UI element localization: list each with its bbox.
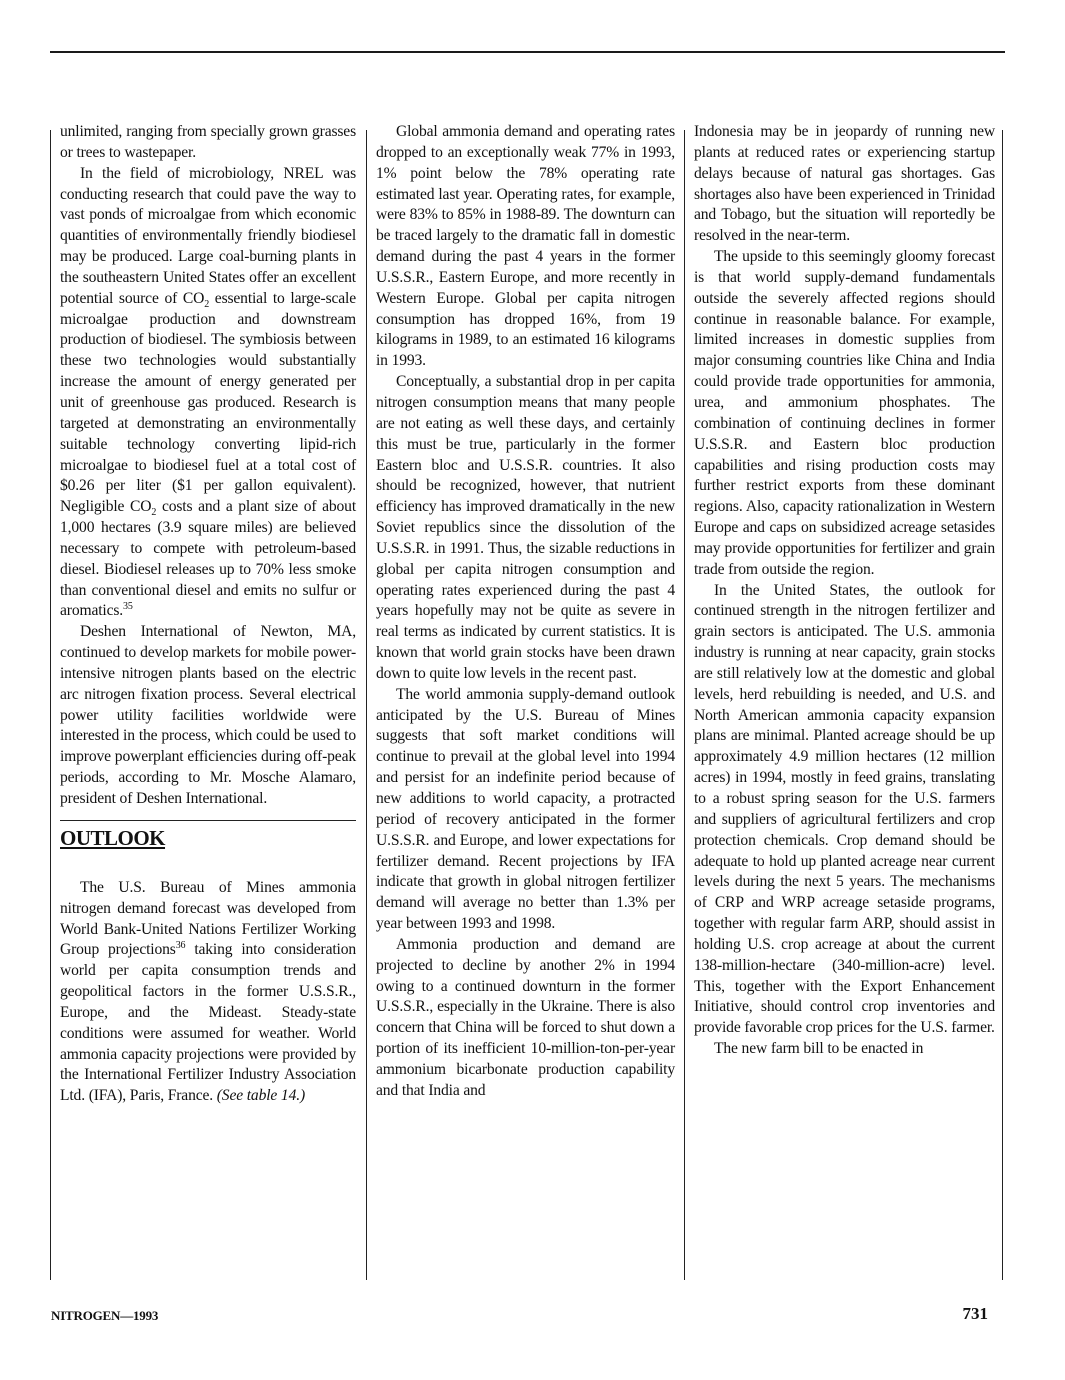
paragraph: Global ammonia demand and operating rates dropped to an exceptionally weak 77% in 1993, 1% point below the 78% operating rate estimated last year. Operating rates, for example, were 83% to 85% in 1988-89. The downturn can be traced largely to the dramatic fall in domestic demand during the past 4 years in the former U.S.S.R., Eastern Europe, and more recently in Western Europe. Global per capita nitrogen consumption has dropped 16%, from 19 kilograms in 1989, to an estimated 16 kilograms in 1993. <box>376 123 675 370</box>
paragraph: Conceptually, a substantial drop in per capita nitrogen consumption means that many people are not eating as well these days, and certainly this must be true, particularly in the former Eastern bloc and U.S.S.R. countries. It also should be recognized, however, that nutrient efficiency has improved dramatically in the new Soviet republics since the dissolution of the U.S.S.R. in 1991. Thus, the sizable reductions in global per capita nitrogen consumption and operating rates experienced during the past 4 years hopefully may not be quite as severe in real terms as indicated by current statistics. It is known that world grain stocks have been drawn down to quite low levels in the recent past. <box>376 373 675 682</box>
paragraph: The world ammonia supply-demand outlook anticipated by the U.S. Bureau of Mines suggests that soft market conditions will continue to prevail at the global level into 1994 and persist for an indefinite period because of new additions to world capacity, a protracted period of recovery anticipated in the former U.S.S.R. and Europe, and lower expectations for fertilizer demand. Recent projections by IFA indicate that growth in global nitrogen fertilizer demand will average no better than 1.3% per year between 1993 and 1998. <box>376 685 675 933</box>
column-divider-1 <box>366 130 367 1280</box>
paragraph: In the United States, the outlook for continued strength in the nitrogen fertilizer and grain sectors is anticipated. The U.S. ammonia industry is running at near capacity, grain stocks are still relatively low at the domestic and global levels, herd rebuilding is needed, and U.S. and North American ammonia capacity expansion plans are minimal. Planted acreage should be up approximately 4.9 million hectares (12 million acres) in 1994, mostly in feed grains, translating to a robust spring season for the U.S. farmers and suppliers of agricultural fertilizers and crop protection chemicals. Crop demand should be adequate to hold up planted acreage near current levels during the next 5 years. The mechanisms of CRP and WRP acreage setaside programs, together with regular farm ARP, should assist in holding U.S. crop acreage at about the current 138-million-hectare (340-million-acre) level. This, together with the Export Enhancement Initiative, should control crop inventories and provide favorable crop prices for the U.S. farmer. <box>694 581 995 1037</box>
paragraph: Indonesia may be in jeopardy of running new plants at reduced rates or experiencing startup delays because of natural gas shortages. Gas shortages also have been experienced in Trinidad and Tobago, but the situation will reportedly be resolved in the near-term. <box>694 123 995 245</box>
column-divider-right <box>1002 130 1003 1280</box>
paragraph: In the field of microbiology, NREL was conducting research that could pave the way to vast ponds of microalgae from which economic quantities of environmentally friendly biodiesel may be produced. Large coal-burning plants in the southeastern United States offer an excellent potential source of $CO_2$ essential to large-scale microalgae production and downstream production of biodiesel. The symbiosis between these two technologies would substantially increase the amount of energy generated per unit of greenhouse gas produced. Research is targeted at demonstrating an environmentally suitable technology converting lipid-rich microalgae to biodiesel fuel at a total cost of $0.26 per liter ($1 per gallon equivalent). Negligible $CO_2$ costs and a plant size of about 1,000 hectares (3.9 square miles) are believed necessary to compete with petroleum-based diesel. Biodiesel releases up to 70% less smoke than conventional diesel and emits no sulfur or aromatics.$^{35}$ <box>60 164 357 620</box>
running-footer: NITROGEN—1993 <box>51 1308 159 1323</box>
paragraph: The upside to this seemingly gloomy forecast is that world supply-demand fundamentals outside the severely affected regions should continue in reasonable balance. For example, limited increases in domestic supplies from major consuming countries like China and India could provide trade opportunities for ammonia, urea, and ammonium phosphates. The combination of continuing declines in former U.S.S.R. and Eastern bloc production capabilities and rising production costs may further restrict exports from these dominant regions. Also, capacity rationalization in Western Europe and caps on subsidized acreage setasides may provide opportunities for fertilizer and grain trade from outside the region. <box>694 248 995 578</box>
top-rule <box>50 51 1005 53</box>
paragraph: The U.S. Bureau of Mines ammonia nitrogen demand forecast was developed from World Bank-United Nations Fertilizer Working Group projections$^{36}$ taking into consideration world per capita consumption trends and geopolitical factors in the former U.S.S.R., Europe, and the Mideast. Steady-state conditions were assumed for weather. World ammonia capacity projections were provided by the International Fertilizer Industry Association Ltd. (IFA), Paris, France. (See table 14.) <box>60 878 357 1105</box>
paragraph: The new farm bill to be enacted in <box>714 1040 924 1058</box>
table-reference: (See table 14.) <box>216 1087 306 1105</box>
section-heading-block <box>60 820 356 850</box>
column-2 <box>376 122 675 1292</box>
section-heading: OUTLOOK <box>60 825 166 850</box>
column-divider-2 <box>684 130 685 1280</box>
paragraph: Deshen International of Newton, MA, continued to develop markets for mobile power-intensive nitrogen plants based on the electric arc nitrogen fixation process. Several electrical power utility facilities worldwide were interested in the process, which could be used to improve powerplant efficiencies during off-peak periods, according to Mr. Mosche Alamaro, president of Deshen International. <box>60 623 356 807</box>
paragraph: Ammonia production and demand are projected to decline by another 2% in 1994 owing to a continued downturn in the former U.S.S.R., especially in the Ukraine. There is also concern that China will be forced to shut down a portion of its inefficient 10-million-ton-per-year ammonium bicarbonate production capability and that India and <box>376 935 675 1099</box>
paragraph: unlimited, ranging from specially grown grasses or trees to wastepaper. <box>60 123 356 161</box>
column-divider-left <box>50 130 51 1280</box>
column-3 <box>694 122 995 1292</box>
column-1 <box>60 122 356 1292</box>
page-number: 731 <box>962 1304 988 1323</box>
